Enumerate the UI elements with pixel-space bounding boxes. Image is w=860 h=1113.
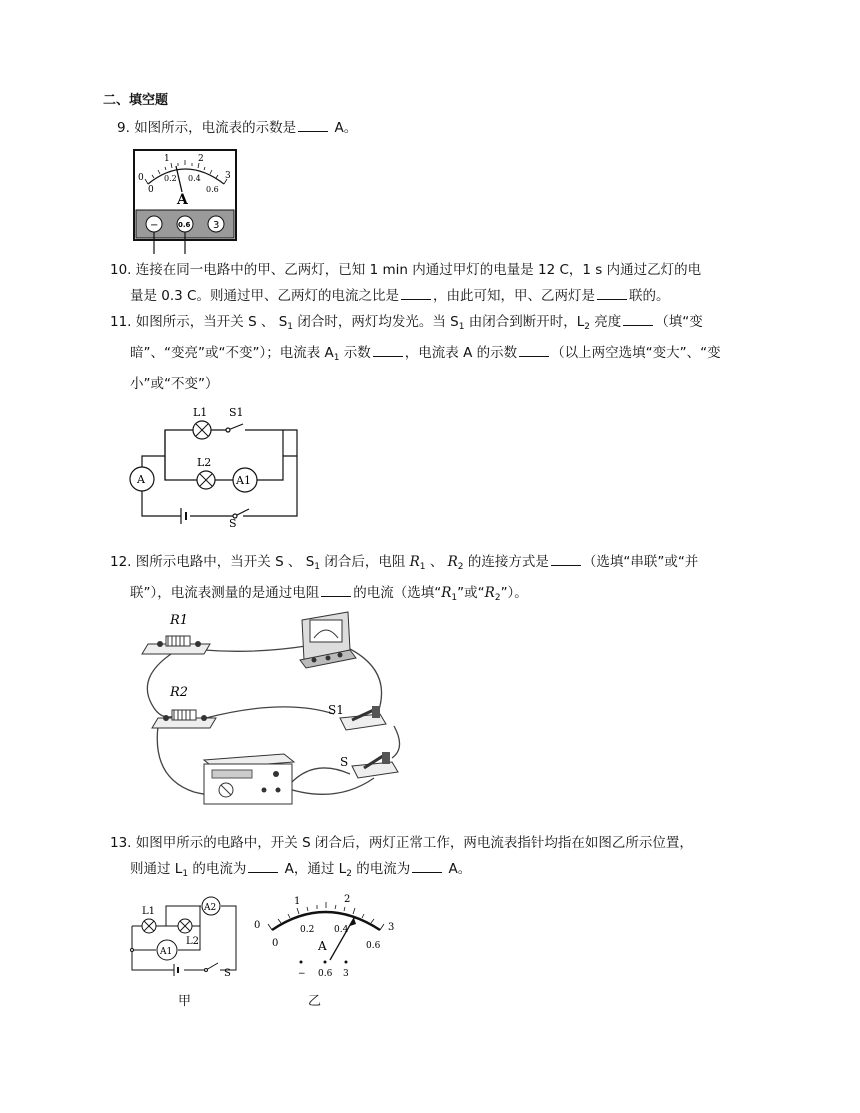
question-text: 的电流为 (188, 861, 247, 877)
answer-blank[interactable] (298, 119, 328, 132)
subscript: 1 (458, 322, 465, 332)
scale-top-label: 0 (254, 920, 261, 931)
question-text: （填“变 (655, 314, 703, 330)
question-text: A。 (444, 861, 472, 877)
symbol-R: R (447, 554, 458, 570)
label-S1: S1 (229, 406, 244, 419)
scale-top-label: 2 (344, 894, 351, 905)
scale-bottom-label: 0.4 (188, 174, 201, 183)
subscript: 1 (314, 562, 321, 572)
label-S: S (340, 755, 349, 769)
label-L2: L2 (186, 936, 200, 947)
answer-blank[interactable] (623, 313, 653, 326)
answer-blank[interactable] (373, 344, 403, 357)
label-R2: R2 (170, 685, 189, 700)
scale-top-label: 3 (388, 922, 395, 933)
symbol-R: R (409, 554, 420, 570)
label-A: A (137, 473, 145, 486)
question-number: 12. (110, 554, 132, 570)
answer-blank[interactable] (321, 584, 351, 597)
question-12 (110, 549, 698, 611)
label-L1: L1 (142, 906, 156, 917)
power-supply (204, 754, 294, 804)
scale-bottom-label: 0 (272, 938, 279, 949)
question-text: ”）。 (500, 585, 528, 601)
answer-blank[interactable] (551, 553, 581, 566)
question-text: 联”），电流表测量的是通过电阻 (130, 585, 320, 601)
question-text: 连接在同一电路中的甲、乙两灯，已知 1 min 内通过甲灯的电量是 12 C，1 s 内通过乙灯的电 (135, 262, 702, 278)
scale-bottom-label: 0.2 (164, 174, 177, 183)
ammeter-figure-q13 (250, 890, 400, 982)
subscript: 1 (451, 593, 458, 603)
question-text: 闭合后，电阻 (320, 554, 410, 570)
question-text: 如图甲所示的电路中，开关 S 闭合后，两灯正常工作，两电流表指针均指在如图乙所示位置， (135, 835, 693, 851)
question-text: 的电流为 (351, 861, 411, 877)
label-S: S (224, 968, 231, 979)
label-L1: L1 (193, 406, 208, 419)
terminal-label: 3 (213, 220, 220, 231)
terminal-label: 3 (343, 969, 349, 979)
question-text: 如图所示，电流表的示数是 (134, 120, 297, 136)
scale-top-label: 3 (225, 171, 231, 181)
circuit-figure-q11 (125, 398, 310, 528)
scale-bottom-label: 0.4 (334, 925, 349, 935)
subscript: 2 (584, 322, 590, 332)
switch-s1 (340, 706, 386, 730)
terminal-label: 0.6 (318, 969, 333, 979)
question-text: 则通过 L (130, 861, 183, 877)
switch-s (352, 752, 398, 778)
answer-blank[interactable] (401, 287, 431, 300)
figure-caption-right: 乙 (308, 994, 322, 1009)
question-text: 的电流（选填“ (353, 585, 442, 601)
subscript: 1 (182, 869, 189, 879)
question-text: 由闭合到断开时，L (464, 314, 585, 330)
subscript: 2 (346, 869, 352, 879)
resistor-r1 (142, 636, 210, 654)
question-text: 示数 (339, 345, 371, 361)
figure-caption-left: 甲 (178, 994, 192, 1009)
question-text: （以上两空选填“变大”、“变 (551, 345, 721, 361)
label-R1: R1 (170, 613, 189, 628)
meter-label: A (177, 192, 188, 208)
question-text: 如图所示，当开关 S 、 S (135, 314, 288, 330)
symbol-R: R (441, 585, 452, 601)
question-text: 亮度 (589, 314, 622, 330)
ammeter-device (300, 612, 356, 668)
scale-bottom-label: 0.6 (206, 185, 219, 194)
resistor-r2 (152, 710, 216, 728)
answer-blank[interactable] (519, 344, 549, 357)
scale-top-zero: 0 (138, 173, 144, 183)
question-number: 13. (110, 835, 132, 851)
ammeter-figure-q9 (130, 148, 240, 256)
subscript: 1 (419, 562, 426, 572)
label-A2: A2 (204, 903, 217, 913)
answer-blank[interactable] (412, 860, 442, 873)
question-text: ，电流表 A 的示数 (404, 345, 518, 361)
question-text: 联的。 (628, 288, 670, 304)
question-text: 量是 0.3 C。则通过甲、乙两灯的电流之比是 (130, 288, 399, 304)
scale-top-label: 2 (198, 154, 204, 164)
subscript: 2 (494, 593, 501, 603)
subscript: 1 (287, 322, 294, 332)
answer-blank[interactable] (248, 860, 278, 873)
label-S1: S1 (328, 703, 344, 717)
symbol-R: R (484, 585, 495, 601)
terminal-label: 0.6 (178, 221, 191, 229)
terminal-label: − (298, 969, 306, 979)
question-text: 图所示电路中，当开关 S 、 S (135, 554, 315, 570)
label-A1: A1 (236, 474, 251, 487)
question-text: 的连接方式是 (463, 554, 549, 570)
scale-bottom-label: 0.2 (300, 925, 315, 935)
question-text: 小”或“不变”） (130, 376, 219, 392)
label-L2: L2 (197, 456, 212, 469)
meter-label: A (318, 939, 327, 953)
question-text: 闭合时，两灯均发光。当 S (293, 314, 459, 330)
answer-blank[interactable] (597, 287, 627, 300)
question-10 (110, 257, 701, 309)
circuit-figure-q13 (126, 890, 242, 982)
question-text: A，通过 L (280, 861, 347, 877)
terminal-label: − (150, 220, 159, 231)
scale-bottom-zero: 0 (148, 185, 154, 195)
subscript: 2 (457, 562, 464, 572)
physical-circuit-figure-q12 (134, 608, 404, 813)
question-9 (117, 115, 357, 141)
question-text: ”或“ (457, 585, 485, 601)
question-number: 10. (110, 262, 132, 278)
question-text: A。 (334, 120, 358, 136)
question-number: 9. (117, 120, 130, 136)
section-title: 二、填空题 (103, 93, 169, 108)
question-text: ，由此可知，甲、乙两灯是 (432, 288, 595, 304)
scale-top-label: 1 (164, 154, 170, 164)
question-number: 11. (110, 314, 132, 330)
question-11 (110, 309, 721, 397)
label-A1: A1 (160, 947, 173, 957)
question-13 (110, 830, 693, 887)
scale-bottom-label: 0.6 (366, 941, 381, 951)
question-text: （选填“串联”或“并 (582, 554, 699, 570)
scale-top-label: 1 (294, 896, 301, 907)
question-text: 、 (425, 554, 448, 570)
question-text: 暗”、“变亮”或“不变”）；电流表 A (130, 345, 334, 361)
subscript: 1 (333, 353, 340, 363)
label-S: S (229, 517, 237, 528)
